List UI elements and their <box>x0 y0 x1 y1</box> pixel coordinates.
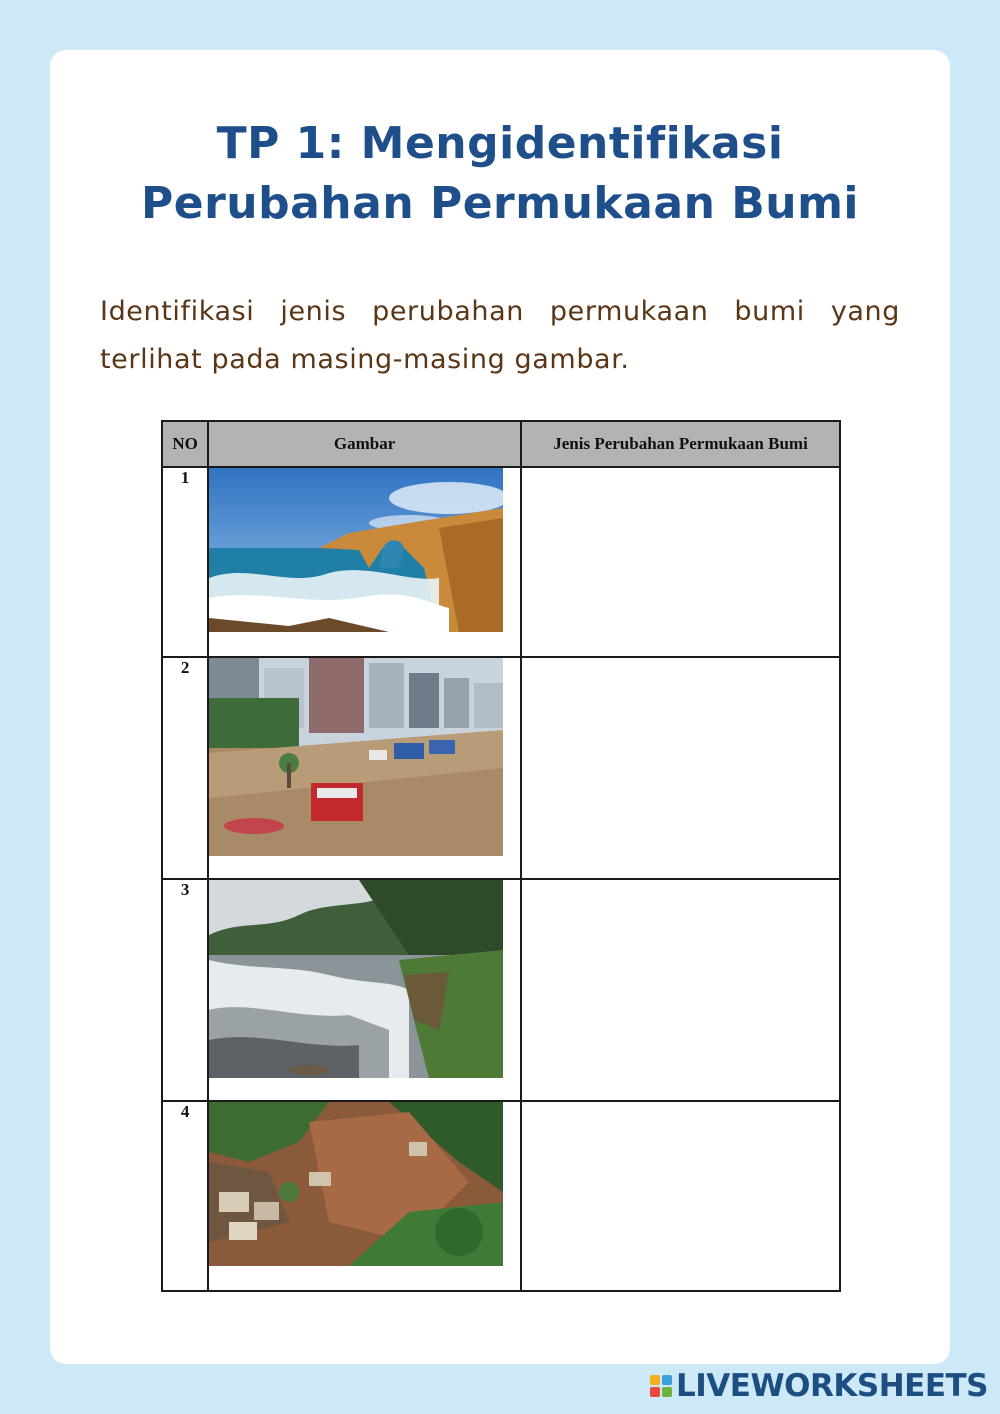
table-header-row <box>162 421 840 467</box>
table-row <box>162 1101 840 1291</box>
row-number: 2 <box>162 657 208 879</box>
instruction-text: Identifikasi jenis perubahan permukaan bumi yang terlihat pada masing-masing gambar. <box>100 296 900 375</box>
header-jenis-perubahan: Jenis Perubahan Permukaan Bumi <box>521 421 840 467</box>
table-row <box>162 657 840 879</box>
city-flood-image <box>209 658 503 856</box>
answer-cell[interactable] <box>521 467 840 657</box>
row-number: 1 <box>162 467 208 657</box>
page-title: TP 1: Mengidentifikasi Perubahan Permukaan Bumi <box>141 118 859 229</box>
liveworksheets-logo-icon <box>650 1375 672 1397</box>
logo-square-green <box>662 1387 672 1397</box>
row-number: 3 <box>162 879 208 1101</box>
table-row <box>162 467 840 657</box>
sea-arch-waves-image <box>209 468 503 632</box>
answer-cell[interactable] <box>521 657 840 879</box>
answer-cell[interactable] <box>521 879 840 1101</box>
liveworksheets-logo[interactable] <box>650 1368 988 1404</box>
logo-square-red <box>650 1387 660 1397</box>
header-gambar: Gambar <box>208 421 521 467</box>
logo-square-blue <box>662 1375 672 1385</box>
coastal-abrasion-image <box>209 880 503 1078</box>
worksheet-card <box>50 50 950 1364</box>
logo-square-yellow <box>650 1375 660 1385</box>
answer-cell[interactable] <box>521 1101 840 1291</box>
row-number: 4 <box>162 1101 208 1291</box>
table-row <box>162 879 840 1101</box>
landslide-image <box>209 1102 503 1266</box>
worksheet-table <box>161 420 841 1292</box>
header-no: NO <box>162 421 208 467</box>
logo-text: LIVEWORKSHEETS <box>676 1368 988 1404</box>
